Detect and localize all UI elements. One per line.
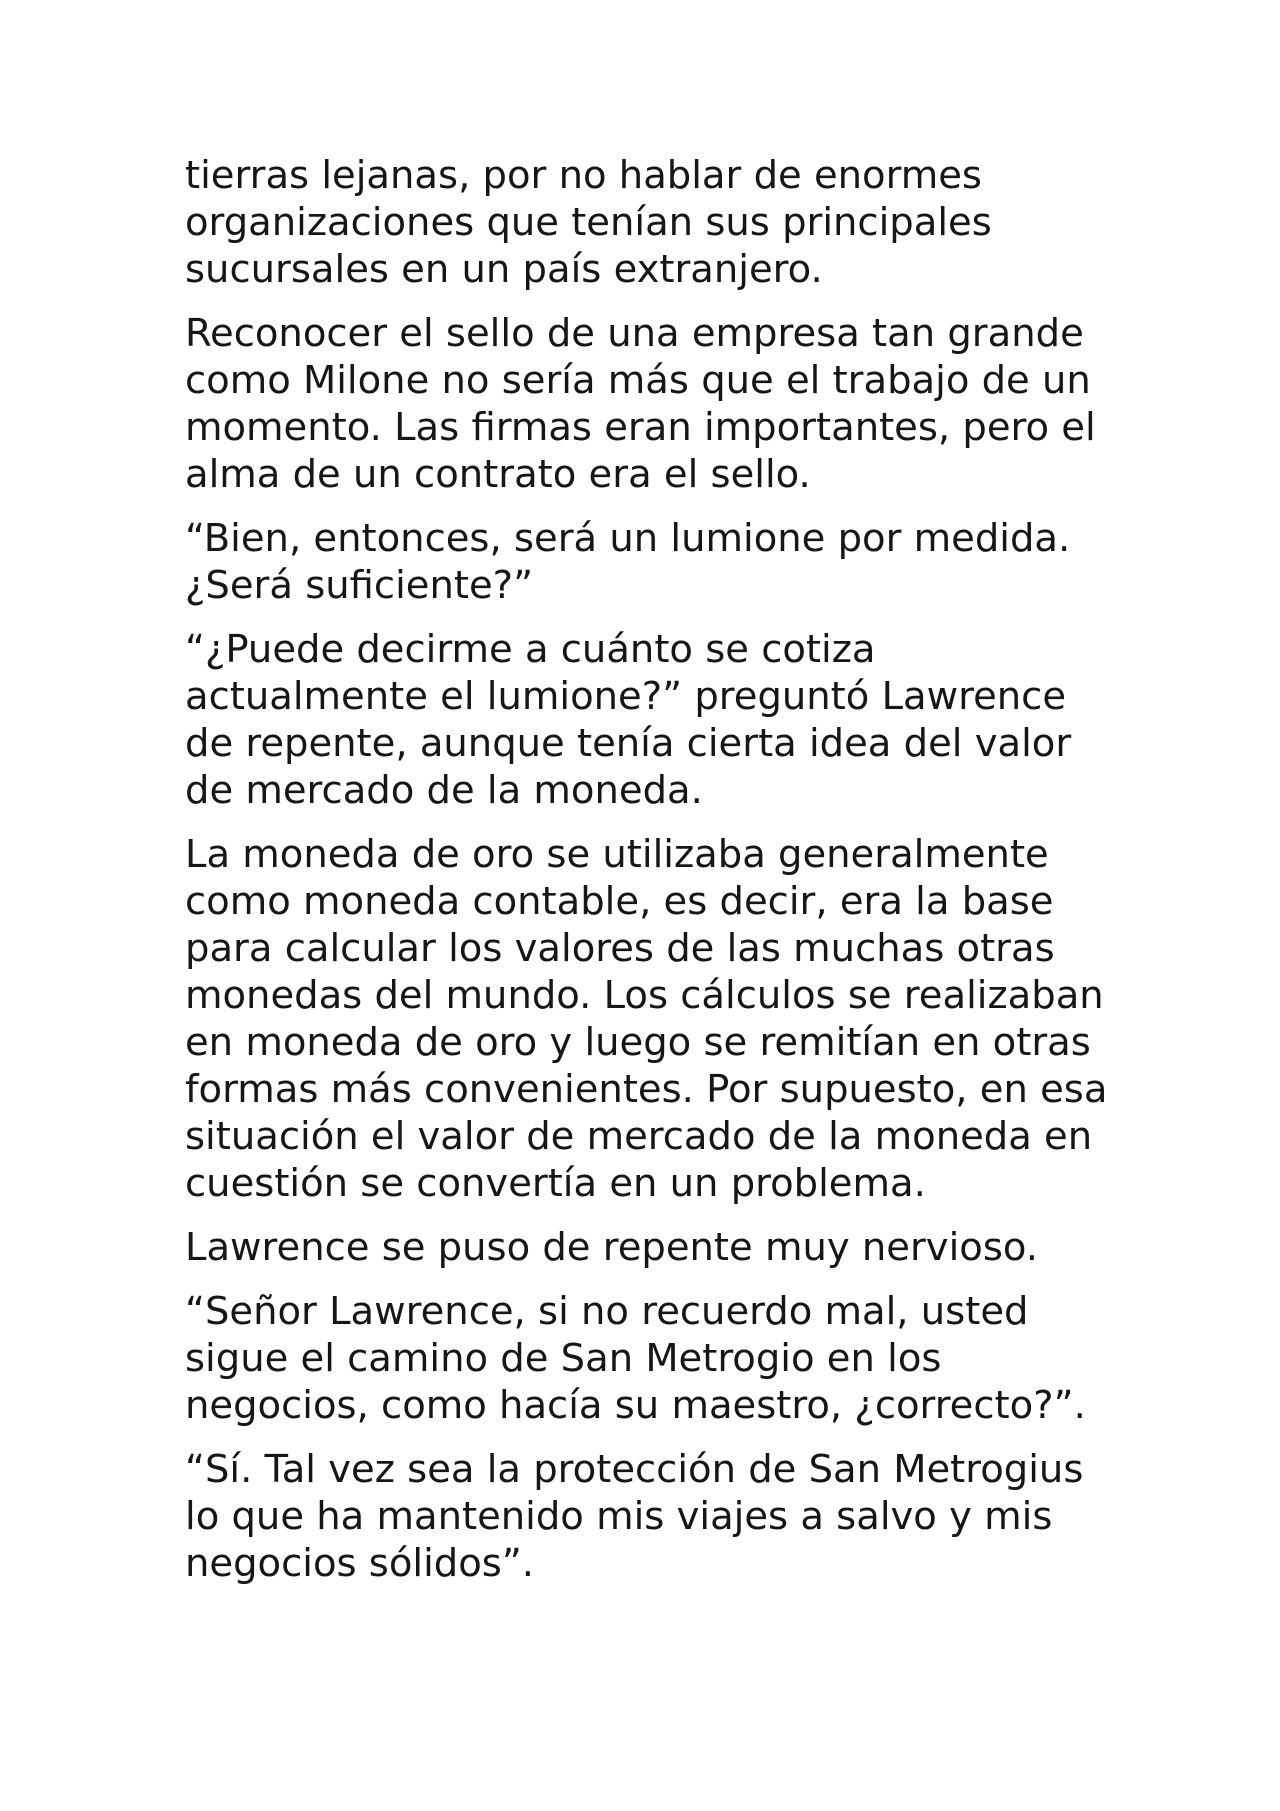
paragraph: Reconocer el sello de una empresa tan grande como Milone no sería más que el trabajo de un momento. Las firmas eran importantes, pero el alma de un contrato era el sello.	[185, 311, 1096, 497]
paragraph: La moneda de oro se utilizaba generalmente como moneda contable, es decir, era la base para calcular los valores de las muchas otras monedas del mundo. Los cálculos se realizaban en moneda de oro y luego se remitían en otras formas más convenientes. Por supuesto, en esa situación el valor de mercado de la moneda en cuestión se convertía en un problema.	[185, 832, 1108, 1206]
paragraph: “Bien, entonces, será un lumione por medida. ¿Será suficiente?”	[185, 516, 1071, 608]
body-text	[185, 152, 1120, 1604]
paragraph: tierras lejanas, por no hablar de enormes organizaciones que tenían sus principales sucursales en un país extranjero.	[185, 153, 992, 292]
paragraph: “¿Puede decirme a cuánto se cotiza actualmente el lumione?” preguntó Lawrence de repente, aunque tenía cierta idea del valor de mercado de la moneda.	[185, 627, 1072, 813]
paragraph: “Sí. Tal vez sea la protección de San Metrogius lo que ha mantenido mis viajes a salvo y mis negocios sólidos”.	[185, 1447, 1084, 1586]
paragraph: “Señor Lawrence, si no recuerdo mal, usted sigue el camino de San Metrogio en los negocios, como hacía su maestro, ¿correcto?”.	[185, 1289, 1086, 1428]
paragraph: Lawrence se puso de repente muy nervioso.	[185, 1225, 1038, 1270]
